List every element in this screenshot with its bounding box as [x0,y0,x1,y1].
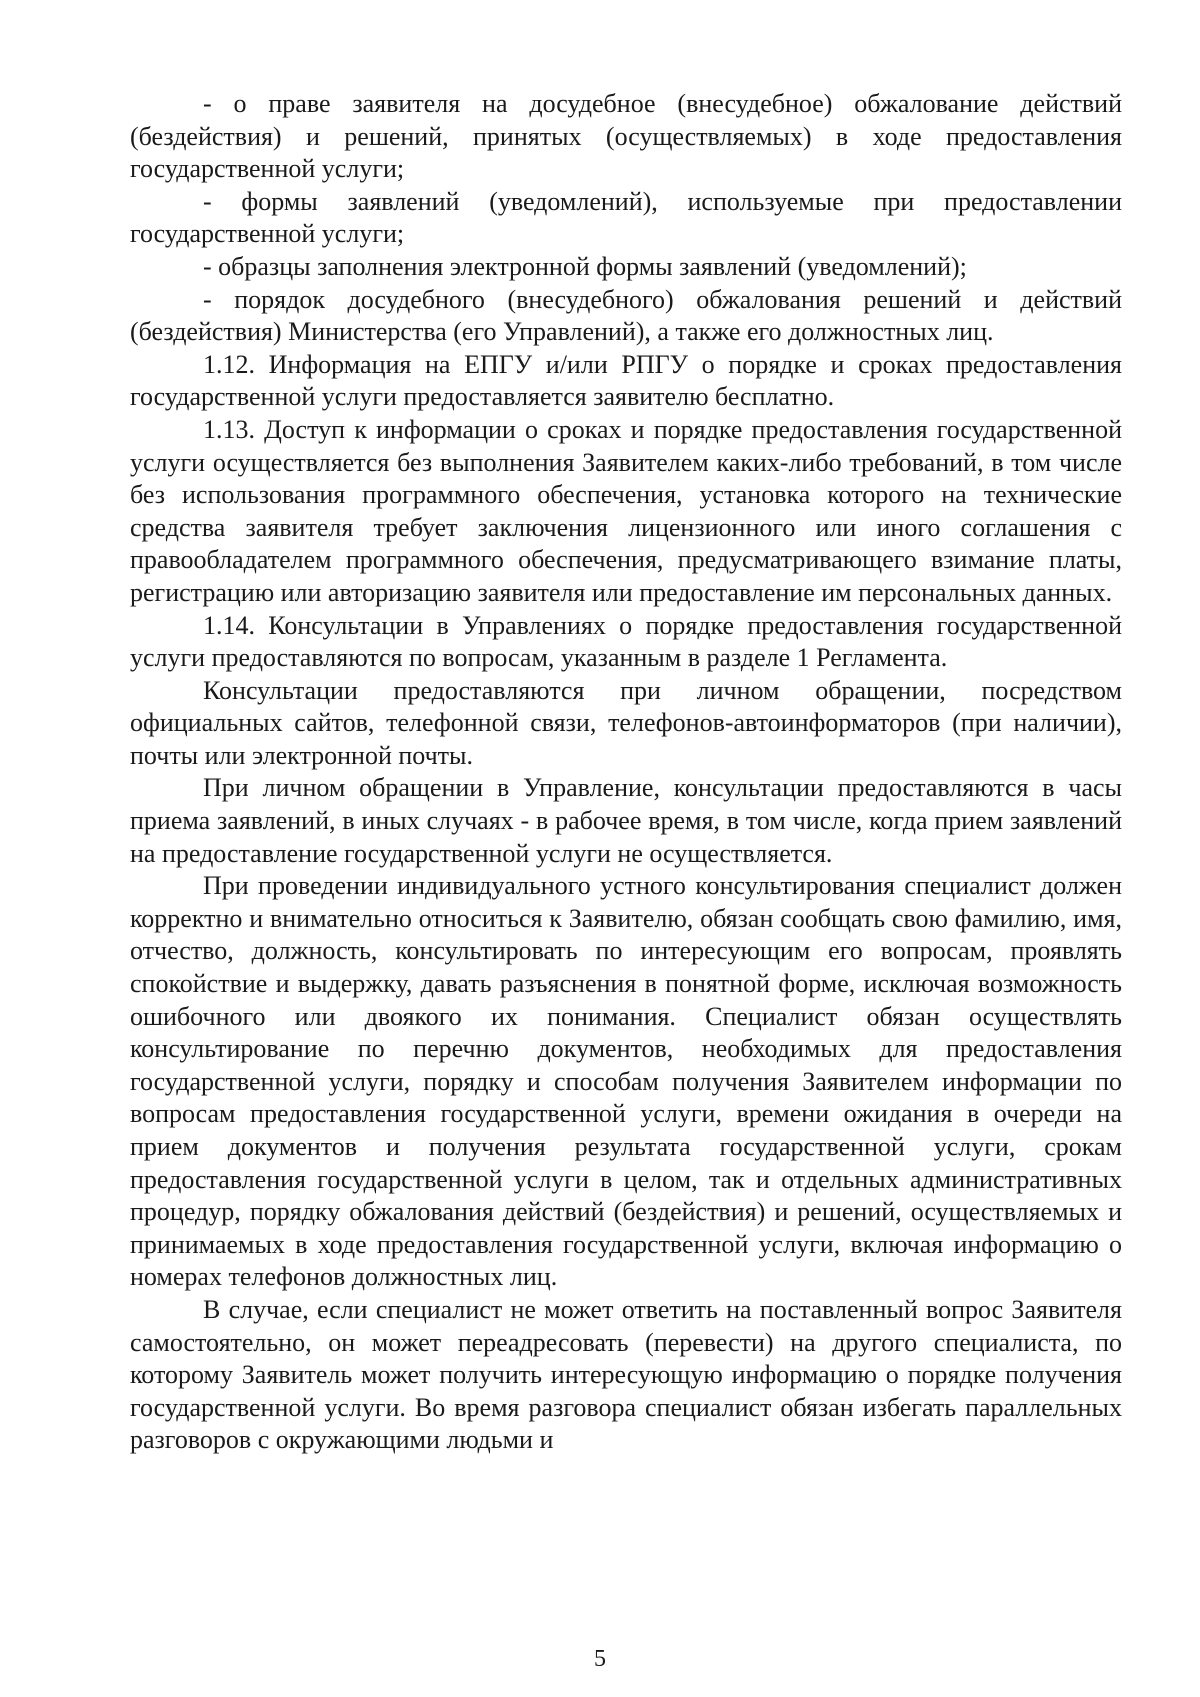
paragraph-redirect: В случае, если специалист не может ответить на поставленный вопрос Заявителя самостоятельно, он может переадресовать (перевести) на другого специалиста, по которому Заявитель может получить интересующую информацию о порядке получения государственной услуги. Во время разговора специалист обязан избегать параллельных разговоров с окружающими людьми и [130,1294,1122,1455]
paragraph-oral-consulting: При проведении индивидуального устного консультирования специалист должен корректно и внимательно относиться к Заявителю, обязан сообщать свою фамилию, имя, отчество, должность, консультировать по интересующим его вопросам, проявлять спокойствие и выдержку, давать разъяснения в понятной форме, исключая возможность ошибочного или двоякого их понимания. Специалист обязан осуществлять консультирование по перечню документов, необходимых для предоставления государственной услуги, порядку и способам получения Заявителем информации по вопросам предоставления государственной услуги, времени ожидания в очереди на прием документов и получения результата государственной услуги, срокам предоставления государственной услуги в целом, так и отдельных административных процедур, порядку обжалования действий (бездействия) и решений, осуществляемых и принимаемых в ходе предоставления государственной услуги, включая информацию о номерах телефонов должностных лиц. [130,871,1122,1292]
paragraph-form-samples: - образцы заполнения электронной формы заявлений (уведомлений); [203,251,967,281]
paragraph-appeal-procedure: - порядок досудебного (внесудебного) обжалования решений и действий (бездействия) Министерства (его Управлений), а также его должностных лиц. [130,284,1122,347]
paragraph-personal-visit: При личном обращении в Управление, консультации предоставляются в часы приема заявлений, в иных случаях - в рабочее время, в том числе, когда прием заявлений на предоставление государственной услуги не осуществляется. [130,773,1122,868]
paragraph-1-14: 1.14. Консультации в Управлениях о порядке предоставления государственной услуги предоставляются по вопросам, указанным в разделе 1 Регламента. [130,610,1122,673]
paragraph-consultation-channels: Консультации предоставляются при личном обращении, посредством официальных сайтов, телефонной связи, телефонов-автоинформаторов (при наличии), почты или электронной почты. [130,675,1122,770]
document-body [130,88,1122,1457]
paragraph-appeal-right: - о праве заявителя на досудебное (внесудебное) обжалование действий (бездействия) и решений, принятых (осуществляемых) в ходе предоставления государственной услуги; [130,89,1122,184]
paragraph-1-13: 1.13. Доступ к информации о сроках и порядке предоставления государственной услуги осуществляется без выполнения Заявителем каких-либо требований, в том числе без использования программного обеспечения, установка которого на технические средства заявителя требует заключения лицензионного или иного соглашения с правообладателем программного обеспечения, предусматривающего взимание платы, регистрацию или авторизацию заявителя или предоставление им персональных данных. [130,414,1122,607]
paragraph-application-forms: - формы заявлений (уведомлений), используемые при предоставлении государственной услуги; [130,186,1122,249]
paragraph-1-12: 1.12. Информация на ЕПГУ и/или РПГУ о порядке и сроках предоставления государственной услуги предоставляется заявителю бесплатно. [130,349,1122,412]
page-number: 5 [594,1646,606,1672]
